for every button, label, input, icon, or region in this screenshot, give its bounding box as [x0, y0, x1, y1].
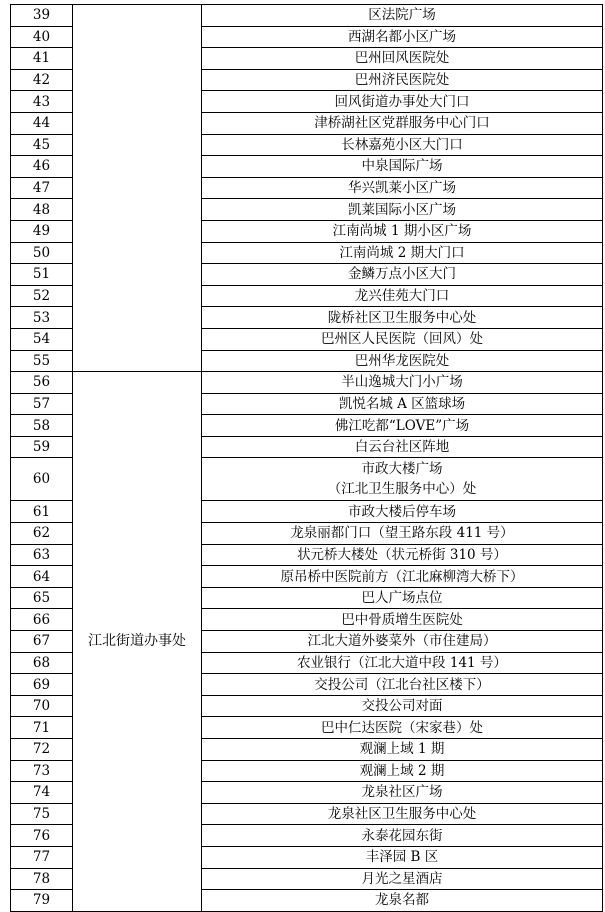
- row-number: 74: [11, 782, 73, 804]
- site-cell: 中泉国际广场: [202, 156, 603, 178]
- row-number: 47: [11, 177, 73, 199]
- row-number: 43: [11, 91, 73, 113]
- row-number: 39: [11, 5, 73, 27]
- row-number: 51: [11, 264, 73, 286]
- row-number: 63: [11, 544, 73, 566]
- row-number: 67: [11, 631, 73, 653]
- site-cell: 龙兴佳苑大门口: [202, 285, 603, 307]
- row-number: 60: [11, 458, 73, 501]
- row-number: 58: [11, 415, 73, 437]
- row-number: 42: [11, 69, 73, 91]
- row-number: 56: [11, 372, 73, 394]
- site-cell: 月光之星酒店: [202, 868, 603, 890]
- row-number: 45: [11, 134, 73, 156]
- site-cell: 交投公司对面: [202, 695, 603, 717]
- site-cell: 凯莱国际小区广场: [202, 199, 603, 221]
- row-number: 54: [11, 328, 73, 350]
- site-cell: 农业银行（江北大道中段 141 号）: [202, 652, 603, 674]
- site-cell: 西湖名都小区广场: [202, 26, 603, 48]
- row-number: 66: [11, 609, 73, 631]
- site-cell: [202, 458, 603, 501]
- row-number: 53: [11, 307, 73, 329]
- site-cell: 永泰花园东街: [202, 825, 603, 847]
- row-number: 46: [11, 156, 73, 178]
- row-number: 77: [11, 846, 73, 868]
- site-cell: 市政大楼后停车场: [202, 501, 603, 523]
- table-row: [11, 372, 603, 394]
- row-number: 78: [11, 868, 73, 890]
- site-cell: 金鳞万点小区大门: [202, 264, 603, 286]
- row-number: 49: [11, 220, 73, 242]
- site-cell: 江南尚城 2 期大门口: [202, 242, 603, 264]
- site-cell: 佛江吃都“LOVE”广场: [202, 415, 603, 437]
- site-cell: 半山逸城大门小广场: [202, 372, 603, 394]
- site-cell: 龙泉社区广场: [202, 782, 603, 804]
- site-cell: 巴中骨质增生医院处: [202, 609, 603, 631]
- site-cell: 巴州华龙医院处: [202, 350, 603, 372]
- site-cell: 巴中仁达医院（宋家巷）处: [202, 717, 603, 739]
- row-number: 79: [11, 890, 73, 912]
- site-cell: 龙泉社区卫生服务中心处: [202, 803, 603, 825]
- site-cell: 巴州济民医院处: [202, 69, 603, 91]
- row-number: 59: [11, 436, 73, 458]
- row-number: 41: [11, 48, 73, 70]
- site-cell: 丰泽园 B 区: [202, 846, 603, 868]
- site-cell: 凯悦名城 A 区篮球场: [202, 393, 603, 415]
- row-number: 55: [11, 350, 73, 372]
- row-number: 50: [11, 242, 73, 264]
- site-cell: 长林嘉苑小区大门口: [202, 134, 603, 156]
- site-cell: 巴人广场点位: [202, 587, 603, 609]
- row-number: 44: [11, 112, 73, 134]
- site-cell: 原吊桥中医院前方（江北麻柳湾大桥下）: [202, 566, 603, 588]
- row-number: 68: [11, 652, 73, 674]
- site-cell: 观澜上域 1 期: [202, 739, 603, 761]
- site-cell: 巴州区人民医院（回风）处: [202, 328, 603, 350]
- site-line: 市政大楼广场: [361, 461, 443, 478]
- row-number: 40: [11, 26, 73, 48]
- row-number: 75: [11, 803, 73, 825]
- site-cell: 交投公司（江北台社区楼下）: [202, 674, 603, 696]
- row-number: 69: [11, 674, 73, 696]
- site-cell: 区法院广场: [202, 5, 603, 27]
- site-table: [10, 4, 603, 912]
- site-cell: 津桥湖社区党群服务中心门口: [202, 112, 603, 134]
- site-cell: 回风街道办事处大门口: [202, 91, 603, 113]
- row-number: 57: [11, 393, 73, 415]
- table-row: [11, 5, 603, 27]
- row-number: 61: [11, 501, 73, 523]
- site-cell: 江北大道外婆菜外（市住建局）: [202, 631, 603, 653]
- row-number: 71: [11, 717, 73, 739]
- group-cell: [73, 5, 202, 372]
- row-number: 73: [11, 760, 73, 782]
- row-number: 65: [11, 587, 73, 609]
- row-number: 76: [11, 825, 73, 847]
- site-cell: 龙泉名都: [202, 890, 603, 912]
- site-cell: 龙泉丽都门口（望王路东段 411 号）: [202, 523, 603, 545]
- group-cell: 江北街道办事处: [73, 372, 202, 912]
- site-cell: 白云台社区阵地: [202, 436, 603, 458]
- site-cell: 观澜上域 2 期: [202, 760, 603, 782]
- site-line: （江北卫生服务中心）处: [327, 481, 477, 498]
- row-number: 48: [11, 199, 73, 221]
- row-number: 72: [11, 739, 73, 761]
- site-table-body: [11, 5, 603, 912]
- site-cell: 华兴凯莱小区广场: [202, 177, 603, 199]
- site-cell: 江南尚城 1 期小区广场: [202, 220, 603, 242]
- site-cell: 陇桥社区卫生服务中心处: [202, 307, 603, 329]
- site-cell: 状元桥大楼处（状元桥街 310 号）: [202, 544, 603, 566]
- row-number: 62: [11, 523, 73, 545]
- row-number: 70: [11, 695, 73, 717]
- row-number: 52: [11, 285, 73, 307]
- row-number: 64: [11, 566, 73, 588]
- site-cell: 巴州回风医院处: [202, 48, 603, 70]
